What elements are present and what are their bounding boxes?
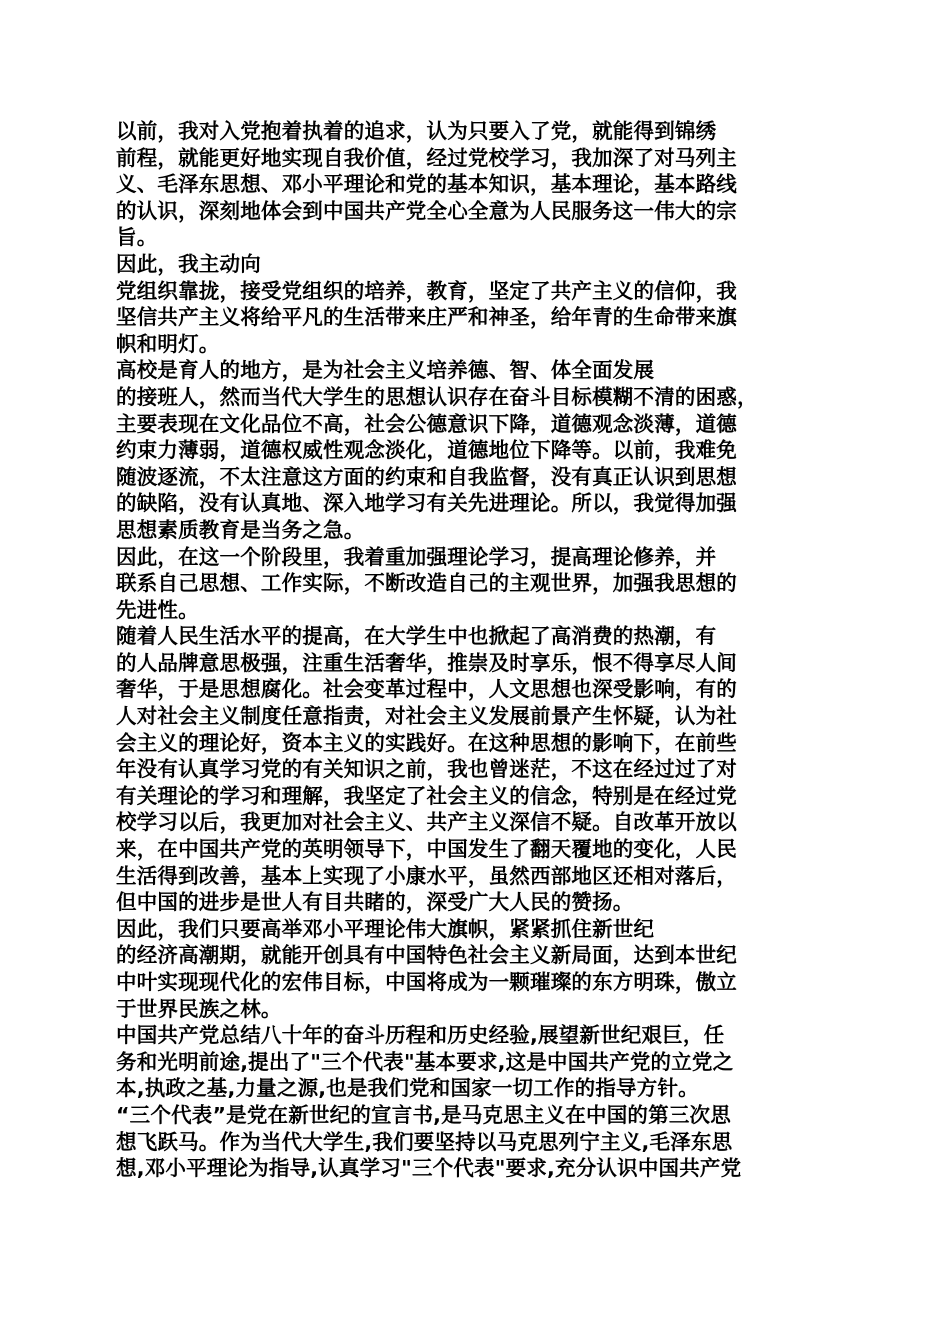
text-line: 会主义的理论好，资本主义的实践好。在这种思想的影响下，在前些 bbox=[116, 730, 737, 755]
text-line: 生活得到改善，基本上实现了小康水平，虽然西部地区还相对落后， bbox=[116, 863, 737, 888]
text-line: 坚信共产主义将给平凡的生活带来庄严和神圣，给年青的生命带来旗 bbox=[116, 305, 737, 330]
text-line: 随着人民生活水平的提高，在大学生中也掀起了高消费的热潮，有 bbox=[116, 624, 717, 649]
text-line: 奢华，于是思想腐化。社会变革过程中，人文思想也深受影响，有的 bbox=[116, 677, 737, 702]
text-line: 联系自己思想、工作实际，不断改造自己的主观世界，加强我思想的 bbox=[116, 571, 737, 596]
text-line: 主要表现在文化品位不高，社会公德意识下降，道德观念淡薄，道德 bbox=[116, 411, 737, 436]
text-line: 党组织靠拢，接受党组织的培养，教育，坚定了共产主义的信仰，我 bbox=[116, 278, 737, 303]
text-line: 的经济高潮期，就能开创具有中国特色社会主义新局面，达到本世纪 bbox=[116, 943, 737, 968]
text-line: 约束力薄弱，道德权威性观念淡化，道德地位下降等。以前，我难免 bbox=[116, 438, 737, 463]
text-line: 先进性。 bbox=[116, 597, 199, 622]
text-line: 义、毛泽东思想、邓小平理论和党的基本知识，基本理论，基本路线 bbox=[116, 172, 737, 197]
text-line: 高校是育人的地方，是为社会主义培养德、智、体全面发展 bbox=[116, 358, 655, 383]
text-line: 务和光明前途,提出了"三个代表"基本要求,这是中国共产党的立党之 bbox=[116, 1049, 734, 1074]
text-line: 的接班人，然而当代大学生的思想认识存在奋斗目标模糊不清的困惑， bbox=[116, 384, 758, 409]
text-line: 的认识，深刻地体会到中国共产党全心全意为人民服务这一伟大的宗 bbox=[116, 198, 737, 223]
text-line: 中国共产党总结八十年的奋斗历程和历史经验,展望新世纪艰巨，任 bbox=[116, 1023, 725, 1048]
text-line: 的人品牌意思极强，注重生活奢华，推崇及时享乐，恨不得享尽人间 bbox=[116, 650, 737, 675]
text-line: 想,邓小平理论为指导,认真学习"三个代表"要求,充分认识中国共产党 bbox=[116, 1156, 742, 1181]
document-body bbox=[116, 118, 838, 1182]
text-line: 帜和明灯。 bbox=[116, 331, 220, 356]
text-line: 本,执政之基,力量之源,也是我们党和国家一切工作的指导方针。 bbox=[116, 1076, 699, 1101]
text-line: 前程，就能更好地实现自我价值，经过党校学习，我加深了对马列主 bbox=[116, 145, 737, 170]
text-line: 年没有认真学习党的有关知识之前，我也曾迷茫，不这在经过过了对 bbox=[116, 757, 737, 782]
text-line: 的缺陷，没有认真地、深入地学习有关先进理论。所以，我觉得加强 bbox=[116, 491, 737, 516]
text-line: 以前，我对入党抱着执着的追求，认为只要入了党，就能得到锦绣 bbox=[116, 119, 717, 143]
text-line: 校学习以后，我更加对社会主义、共产主义深信不疑。自改革开放以 bbox=[116, 810, 737, 835]
text-line: 因此，我们只要高举邓小平理论伟大旗帜，紧紧抓住新世纪 bbox=[116, 916, 655, 941]
text-line: 于世界民族之林。 bbox=[116, 996, 282, 1021]
text-line: 中叶实现现代化的宏伟目标，中国将成为一颗璀璨的东方明珠，傲立 bbox=[116, 970, 737, 994]
text-line: 因此，在这一个阶段里，我着重加强理论学习，提高理论修养，并 bbox=[116, 544, 717, 569]
text-line: 旨。 bbox=[116, 225, 158, 250]
text-line: 人对社会主义制度任意指责，对社会主义发展前景产生怀疑，认为社 bbox=[116, 704, 737, 729]
text-line: 来，在中国共产党的英明领导下，中国发生了翻天覆地的变化，人民 bbox=[116, 837, 737, 862]
text-line: 但中国的进步是世人有目共睹的，深受广大人民的赞扬。 bbox=[116, 890, 634, 915]
text-line: 随波逐流，不太注意这方面的约束和自我监督，没有真正认识到思想 bbox=[116, 464, 737, 489]
text-line: “三个代表”是党在新世纪的宣言书,是马克思主义在中国的第三次思 bbox=[116, 1102, 731, 1127]
text-line: 思想素质教育是当务之急。 bbox=[116, 517, 365, 542]
text-line: 想飞跃马。作为当代大学生,我们要坚持以马克思列宁主义,毛泽东思 bbox=[116, 1129, 733, 1154]
text-line: 因此，我主动向 bbox=[116, 251, 261, 276]
text-line: 有关理论的学习和理解，我坚定了社会主义的信念，特别是在经过党 bbox=[116, 783, 737, 808]
